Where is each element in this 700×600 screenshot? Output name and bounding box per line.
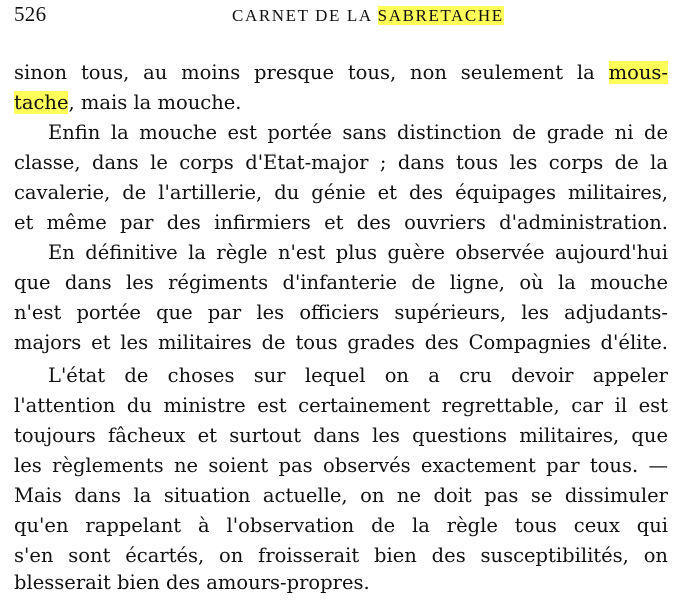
text-line: que dans les régiments d'infanterie de ligne, où la mouche <box>14 271 668 294</box>
text-line: l'attention du ministre est certainement regrettable, car il est <box>14 394 668 417</box>
text-line <box>14 89 668 117</box>
text-line: majors et les militaires de tous grades des Compagnies d'élite. <box>14 331 668 354</box>
line-text: , mais la mouche. <box>68 91 242 114</box>
text-line: classe, dans le corps d'Etat-major ; dans tous les corps de la <box>14 151 668 174</box>
text-line: Mais dans la situation actuelle, on ne doit pas se dissimuler <box>14 484 668 507</box>
text-line: blesserait bien des amours-propres. <box>14 571 370 594</box>
text-line: cavalerie, de l'artillerie, du génie et des équipages militaires, <box>14 181 668 204</box>
running-head <box>232 6 504 26</box>
running-head-prefix: CARNET DE LA <box>232 6 378 25</box>
highlighted-word: tache <box>14 91 69 114</box>
text-line: s'en sont écartés, on froisserait bien des susceptibilités, on <box>14 544 668 567</box>
text-line: toujours fâcheux et surtout dans les questions militaires, que <box>14 424 668 447</box>
page-header <box>14 2 686 28</box>
text-line <box>14 59 668 87</box>
text-line: les règlements ne soient pas observés exactement par tous. — <box>14 454 668 477</box>
text-line: et même par des infirmiers et des ouvriers d'administration. <box>14 211 668 234</box>
highlighted-word: mous- <box>608 61 668 84</box>
text-line: n'est portée que par les officiers supérieurs, les adjudants- <box>14 301 668 324</box>
page-number: 526 <box>14 2 47 26</box>
running-head-highlight: SABRETACHE <box>377 6 504 25</box>
text-line: En définitive la règle n'est plus guère observée aujourd'hui <box>48 241 668 264</box>
text-line: qu'en rappelant à l'observation de la règle tous ceux qui <box>14 514 668 537</box>
text-line: Enfin la mouche est portée sans distinction de grade ni de <box>48 121 668 144</box>
line-text: sinon tous, au moins presque tous, non seulement la <box>14 61 609 84</box>
text-line: L'état de choses sur lequel on a cru devoir appeler <box>48 364 668 387</box>
